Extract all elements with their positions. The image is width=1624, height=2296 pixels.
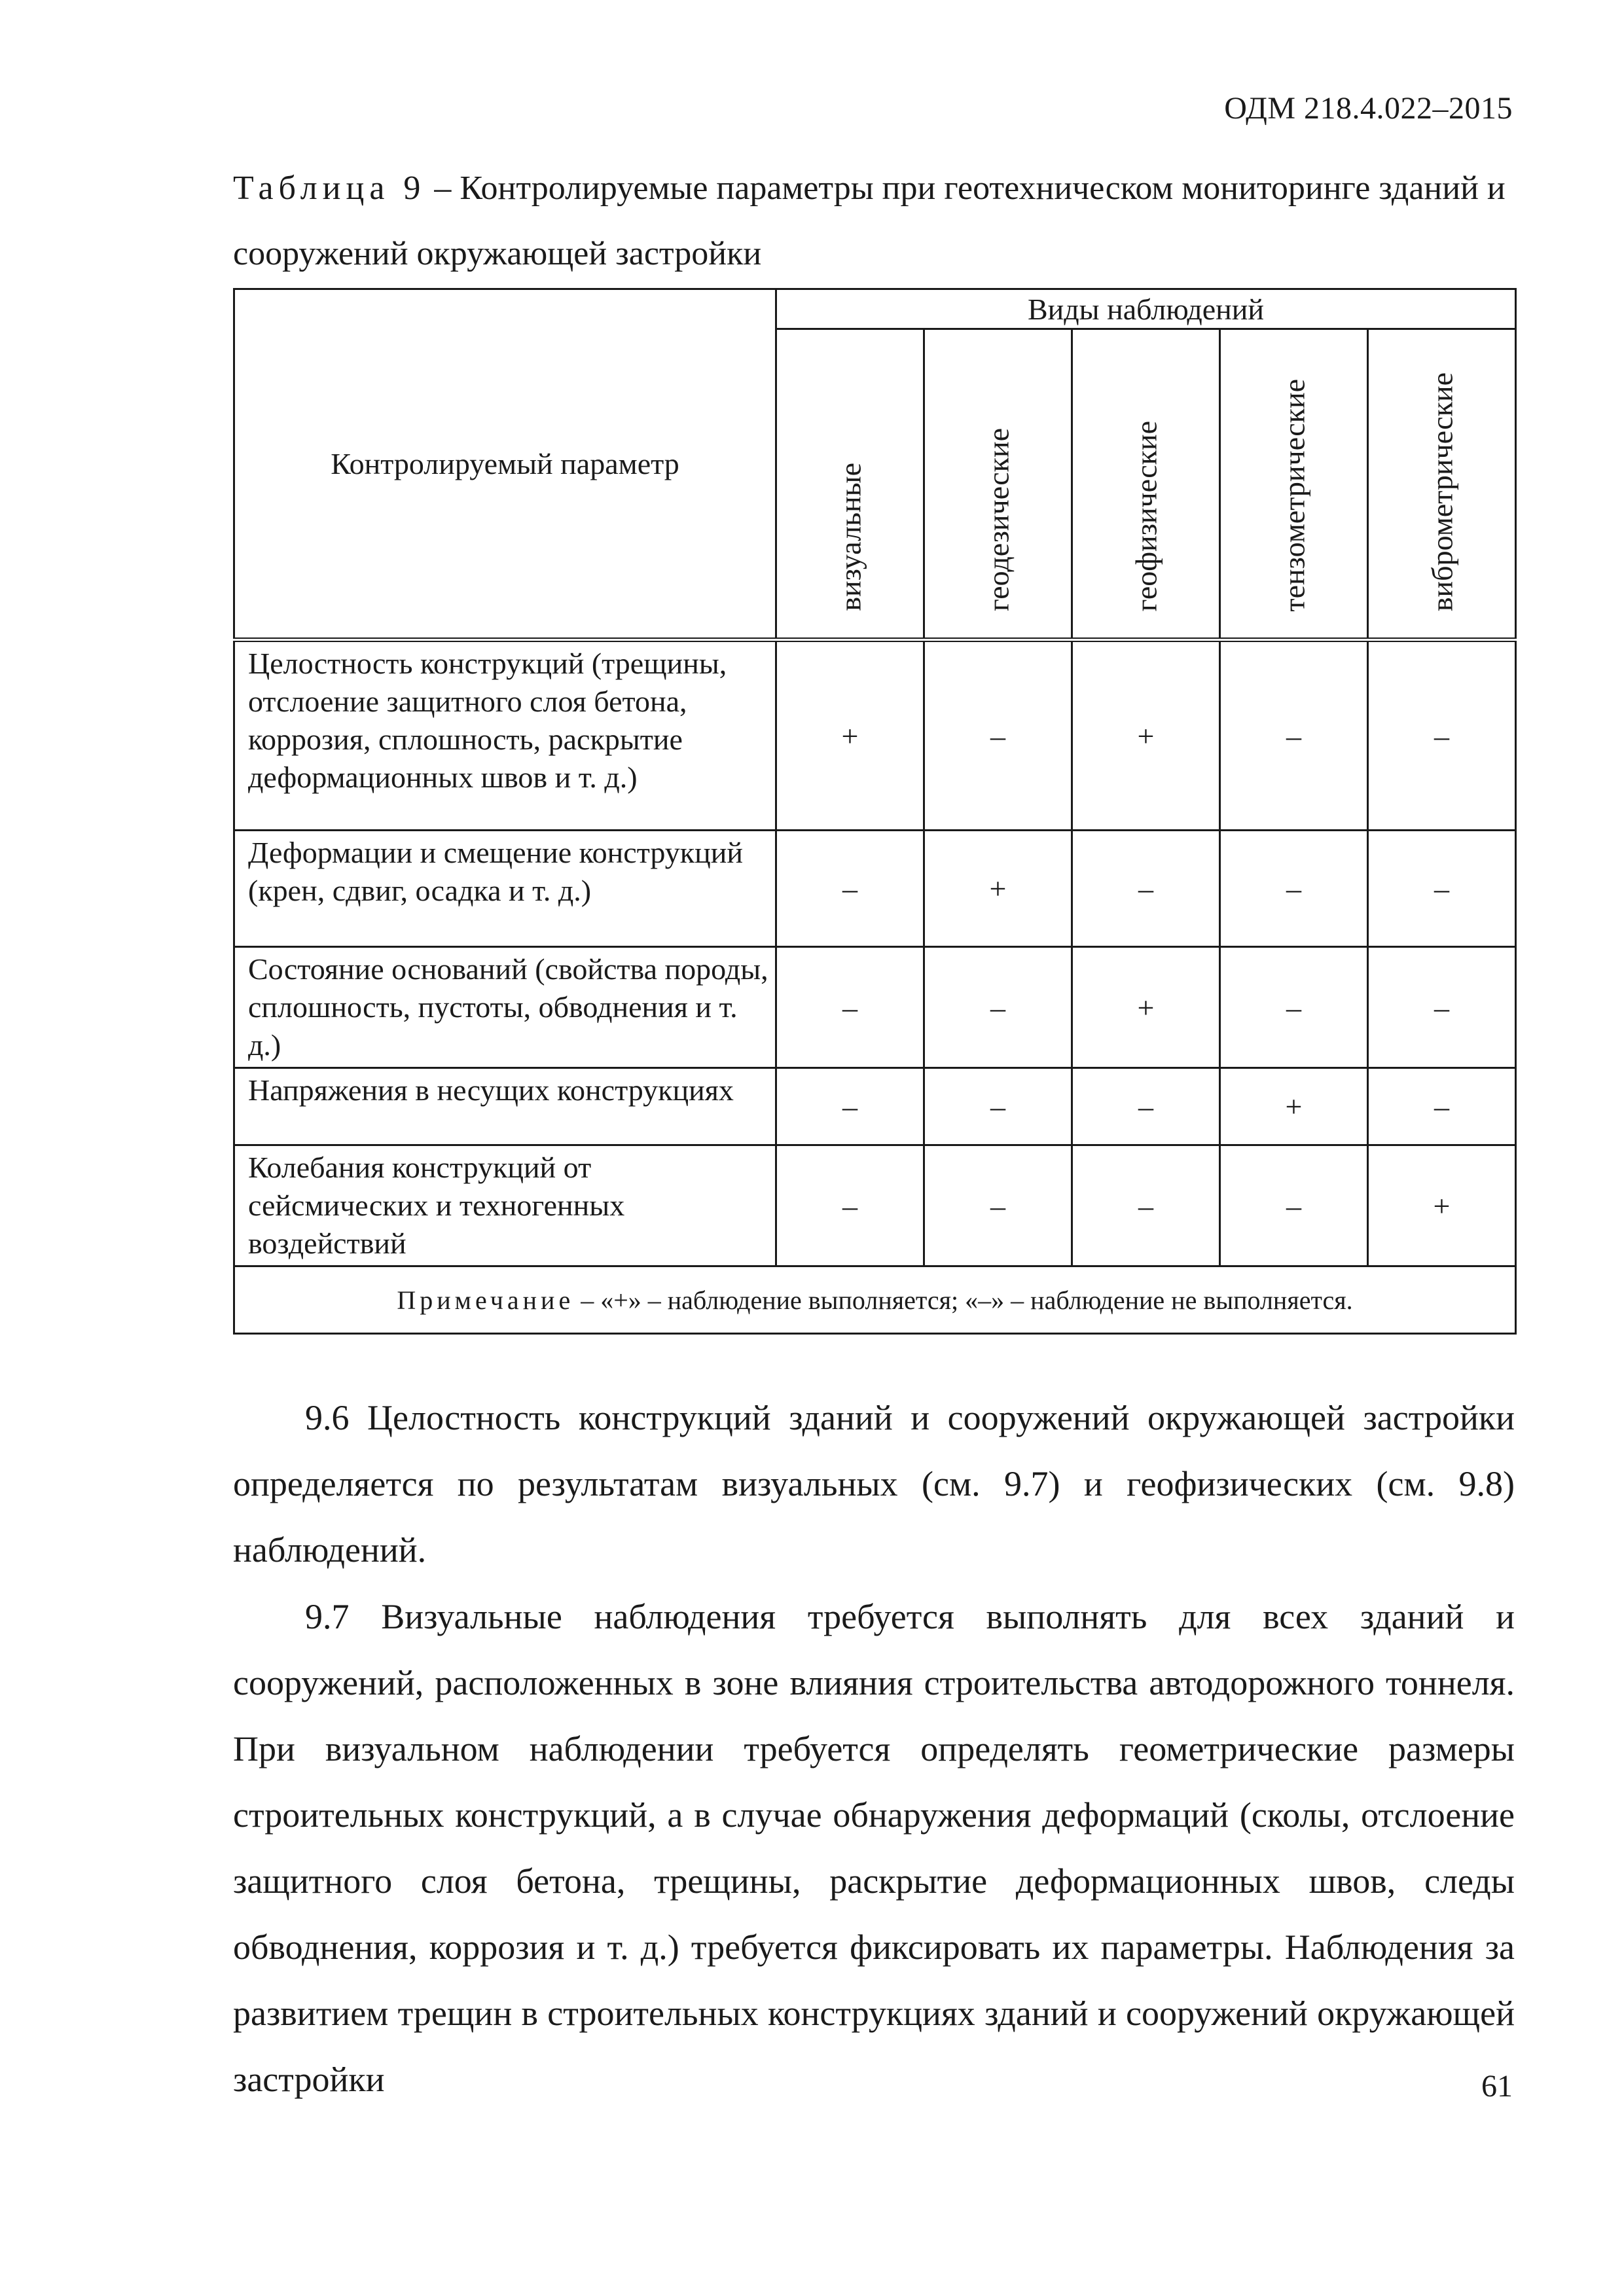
mark-cell: – bbox=[1220, 947, 1368, 1068]
column-header-label: тензометрические bbox=[1277, 378, 1310, 611]
mark-cell: – bbox=[924, 1145, 1072, 1266]
table-row bbox=[234, 947, 1516, 1068]
column-header-label: визуальные bbox=[833, 463, 867, 611]
mark-cell: – bbox=[1072, 1145, 1220, 1266]
param-cell: Целостность конструкций (трещины, отслоение защитного слоя бетона, коррозия, сплошность, раскрытие деформационных швов и т. д.) bbox=[234, 640, 776, 831]
mark-cell: + bbox=[1220, 1068, 1368, 1145]
table-caption-label: Таблица 9 bbox=[233, 170, 426, 207]
mark-cell: + bbox=[924, 831, 1072, 947]
mark-cell: – bbox=[1072, 1068, 1220, 1145]
mark-cell: – bbox=[776, 1068, 924, 1145]
table-row bbox=[234, 640, 1516, 831]
mark-cell: – bbox=[1220, 640, 1368, 831]
param-cell: Деформации и смещение конструкций (крен, сдвиг, осадка и т. д.) bbox=[234, 831, 776, 947]
param-cell: Состояние оснований (свойства породы, сплошность, пустоты, обводнения и т. д.) bbox=[234, 947, 776, 1068]
paragraph-number: 9.6 bbox=[305, 1398, 350, 1437]
paragraph-9-7 bbox=[233, 1584, 1515, 2113]
mark-cell: + bbox=[776, 640, 924, 831]
param-cell: Напряжения в несущих конструкциях bbox=[234, 1068, 776, 1145]
column-header-visual bbox=[776, 329, 924, 640]
column-header-vibrometric bbox=[1368, 329, 1516, 640]
mark-cell: – bbox=[776, 831, 924, 947]
column-header-tensometric bbox=[1220, 329, 1368, 640]
param-column-header: Контролируемый параметр bbox=[234, 289, 776, 640]
mark-cell: – bbox=[1368, 640, 1516, 831]
column-header-label: геодезические bbox=[981, 427, 1015, 611]
mark-cell: – bbox=[1368, 947, 1516, 1068]
paragraph-text: Визуальные наблюдения требуется выполнять для всех зданий и сооружений, расположенных в зоне влияния строительства автодорожного тоннеля. При визуальном наблюдении требуется определять геометрические размеры строительных конструкций, а в случае обнаружения деформаций (сколы, отслоение защитного слоя бетона, трещины, раскрытие деформационных швов, следы обводнения, коррозия и т. д.) требуется фиксировать их параметры. Наблюдения за развитием трещин в строительных конструкциях зданий и сооружений окружающей застройки bbox=[233, 1597, 1515, 2099]
mark-cell: – bbox=[776, 947, 924, 1068]
mark-cell: – bbox=[924, 1068, 1072, 1145]
mark-cell: – bbox=[1220, 1145, 1368, 1266]
observation-types-header: Виды наблюдений bbox=[776, 289, 1516, 329]
table-note-text: – «+» – наблюдение выполняется; «–» – наблюдение не выполняется. bbox=[574, 1285, 1353, 1315]
mark-cell: – bbox=[1072, 831, 1220, 947]
mark-cell: – bbox=[1368, 831, 1516, 947]
table-note bbox=[234, 1266, 1516, 1334]
column-header-label: геофизические bbox=[1129, 420, 1163, 611]
column-header-geophysical bbox=[1072, 329, 1220, 640]
mark-cell: – bbox=[924, 947, 1072, 1068]
mark-cell: – bbox=[924, 640, 1072, 831]
param-cell: Колебания конструкций от сейсмических и техногенных воздействий bbox=[234, 1145, 776, 1266]
table-caption-text: – Контролируемые параметры при геотехническом мониторинге зданий и сооружений окружающей застройки bbox=[233, 170, 1506, 272]
mark-cell: + bbox=[1072, 947, 1220, 1068]
observations-table bbox=[233, 288, 1517, 1335]
column-header-geodetic bbox=[924, 329, 1072, 640]
mark-cell: + bbox=[1072, 640, 1220, 831]
page-number: 61 bbox=[1481, 2069, 1513, 2104]
table-row bbox=[234, 831, 1516, 947]
column-header-label: виброметрические bbox=[1425, 372, 1458, 611]
paragraph-text: Целостность конструкций зданий и сооружений окружающей застройки определяется по результатам визуальных (см. 9.7) и геофизических (см. 9.8) наблюдений. bbox=[233, 1398, 1515, 1570]
paragraph-number: 9.7 bbox=[305, 1597, 350, 1636]
table-row bbox=[234, 1068, 1516, 1145]
paragraph-9-6 bbox=[233, 1385, 1515, 1583]
mark-cell: – bbox=[1368, 1068, 1516, 1145]
table-note-row bbox=[234, 1266, 1516, 1334]
mark-cell: + bbox=[1368, 1145, 1516, 1266]
table-note-label: Примечание bbox=[397, 1285, 575, 1315]
document-code: ОДМ 218.4.022–2015 bbox=[1224, 91, 1513, 126]
mark-cell: – bbox=[776, 1145, 924, 1266]
table-row bbox=[234, 1145, 1516, 1266]
mark-cell: – bbox=[1220, 831, 1368, 947]
table-caption bbox=[233, 156, 1515, 287]
